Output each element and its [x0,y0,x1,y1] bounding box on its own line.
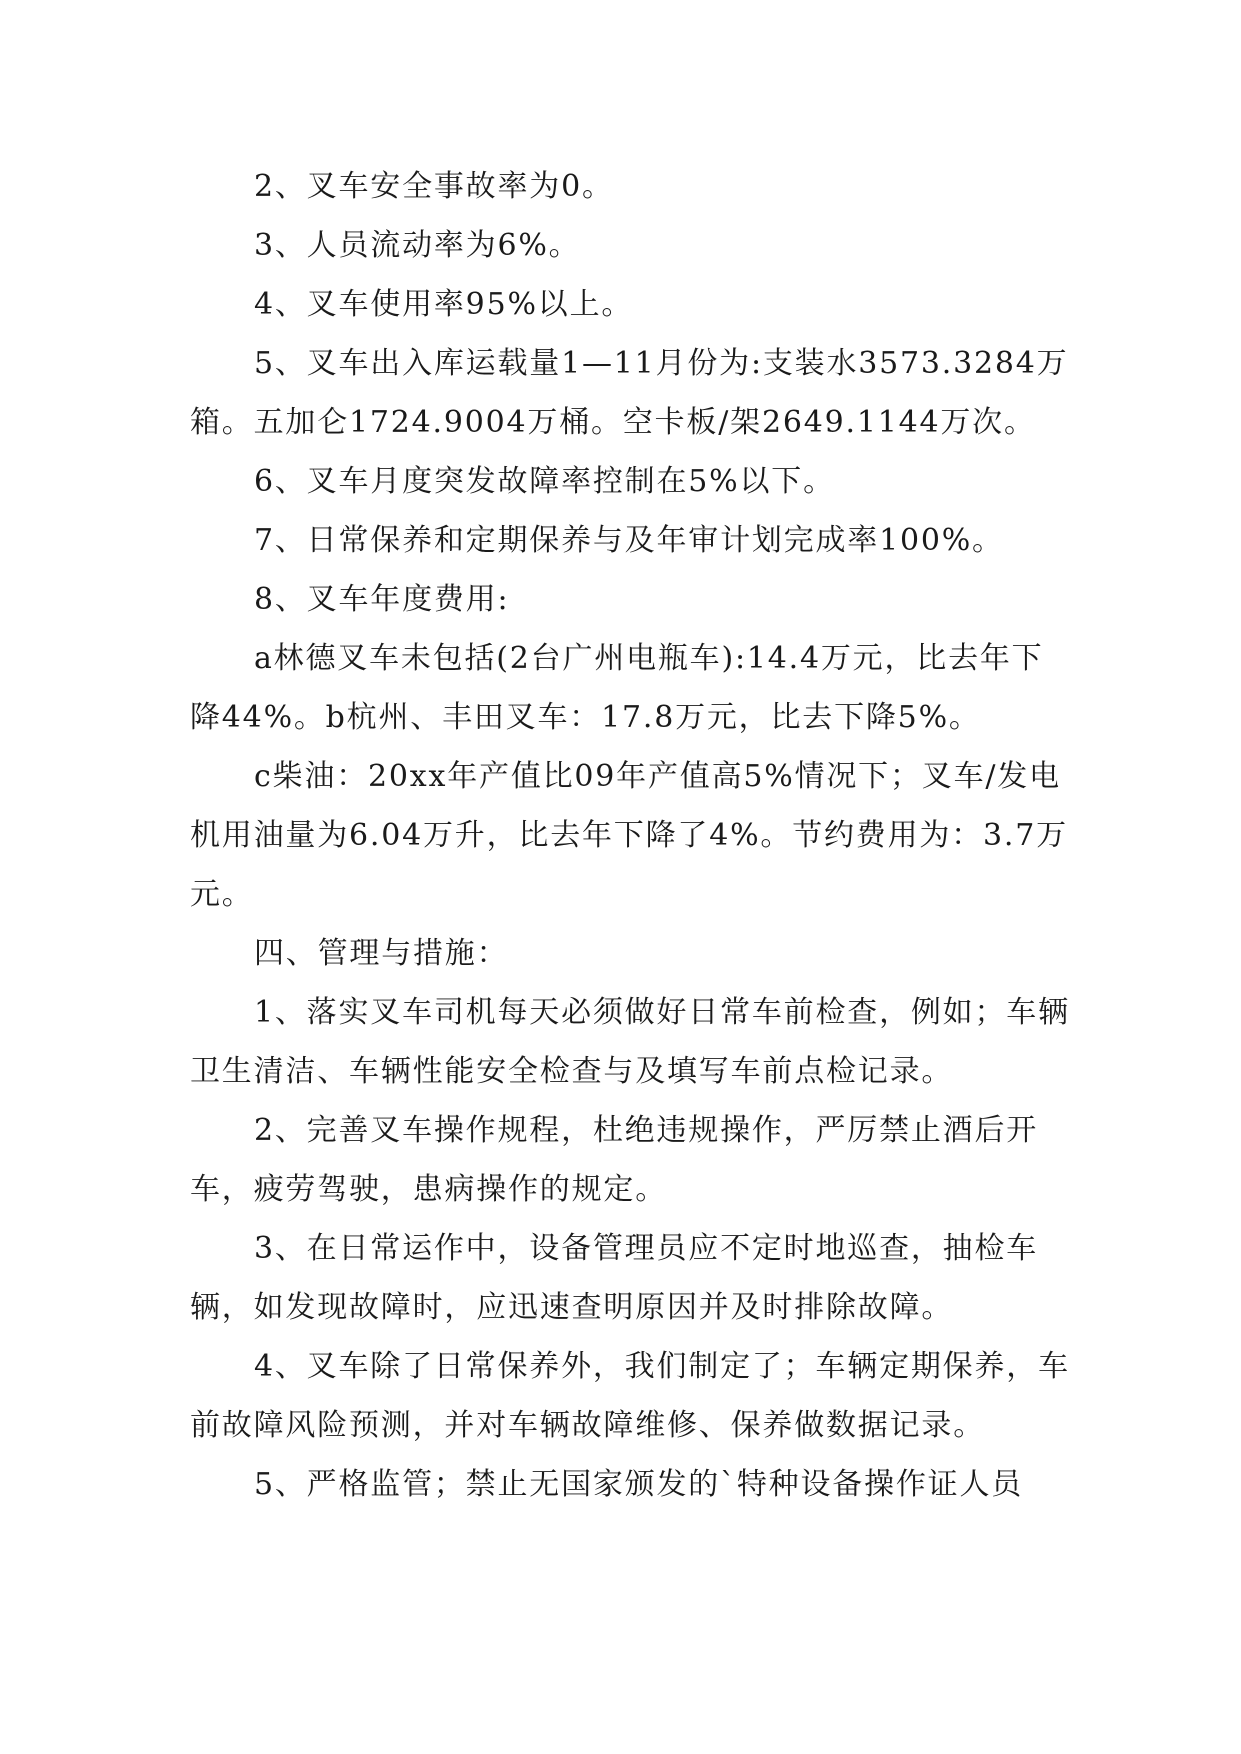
paragraph-kpi-usage-rate: 4、叉车使用率95%以上。 [254,287,634,322]
section-heading-management: 四、管理与措施： [254,936,509,971]
paragraph-measure-supervision: 5、严格监管；禁止无国家颁发的`特种设备操作证人员 [254,1467,1024,1502]
paragraph-cost-forklifts: a林德叉车未包括(2台广州电瓶车):14.4万元，比去年下降44%。b杭州、丰田叉车：17.8万元，比去下降5%。 [190,641,1044,735]
paragraph-annual-cost-heading: 8、叉车年度费用: [254,582,510,617]
paragraph-kpi-maintenance-completion: 7、日常保养和定期保养与及年审计划完成率100%。 [254,523,1004,558]
paragraph-measure-daily-check: 1、落实叉车司机每天必须做好日常车前检查，例如；车辆卫生清洁、车辆性能安全检查与及填写车前点检记录。 [190,995,1070,1089]
paragraph-measure-inspection: 3、在日常运作中，设备管理员应不定时地巡查，抽检车辆，如发现故障时，应迅速查明原因并及时排除故障。 [190,1231,1039,1325]
paragraph-cost-diesel: c柴油：20xx年产值比09年产值高5%情况下；叉车/发电机用油量为6.04万升，比去年下降了4%。节约费用为：3.7万元。 [190,759,1068,912]
paragraph-measure-operating-rules: 2、完善叉车操作规程，杜绝违规操作，严厉禁止酒后开车，疲劳驾驶，患病操作的规定。 [190,1113,1039,1207]
paragraph-kpi-transport-volume: 5、叉车出入库运载量1—11月份为:支装水3573.3284万箱。五加仑1724.9004万桶。空卡板/架2649.1144万次。 [190,346,1069,440]
paragraph-kpi-breakdown-rate: 6、叉车月度突发故障率控制在5%以下。 [254,464,835,499]
paragraph-kpi-staff-turnover: 3、人员流动率为6%。 [254,228,581,263]
paragraph-kpi-safety-accident-rate: 2、叉车安全事故率为0。 [254,169,614,204]
document-body [190,157,1070,1514]
paragraph-measure-periodic-maintenance: 4、叉车除了日常保养外，我们制定了；车辆定期保养，车前故障风险预测，并对车辆故障维修、保养做数据记录。 [190,1349,1070,1443]
